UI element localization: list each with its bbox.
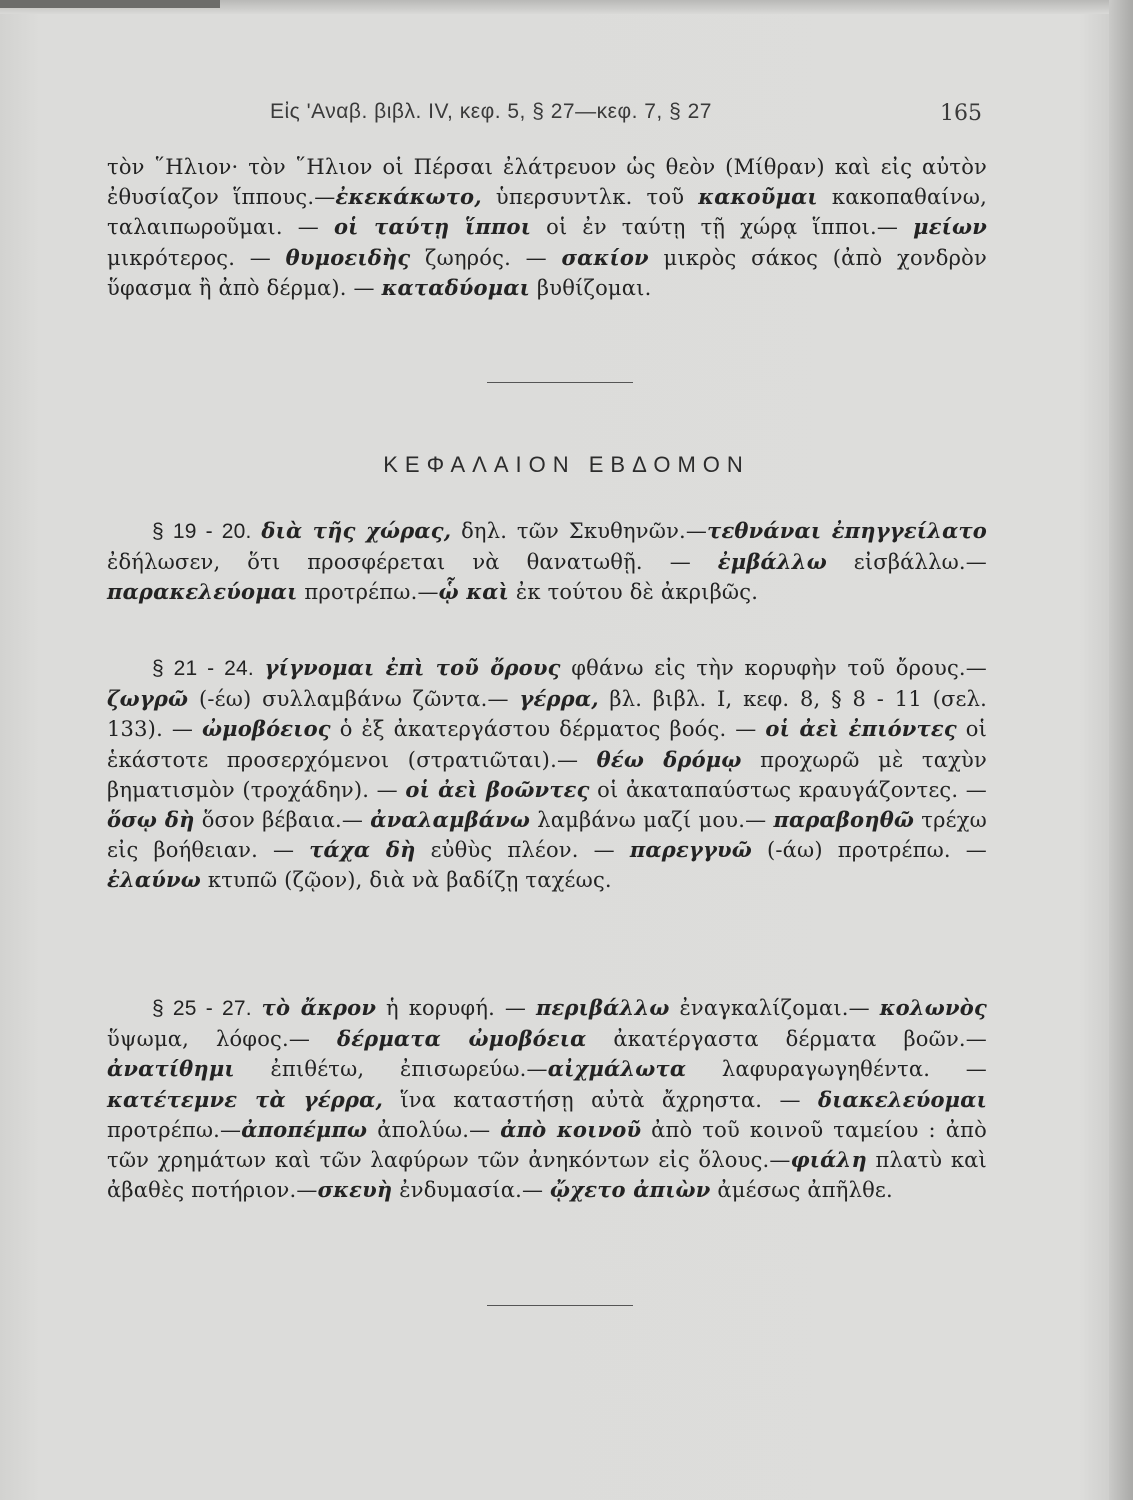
term: δέρματα ὠμοβόεια (336, 1026, 587, 1052)
text: προτρέπω.— (297, 580, 439, 605)
text: μικρότερος. — (107, 245, 286, 270)
term: ἀνατίθημι (107, 1056, 235, 1082)
text: προχωρῶ μὲ ταχὺν βηματισμὸν (τροχάδην). — (107, 747, 987, 802)
text: ἐναγκαλίζομαι.— (669, 996, 880, 1020)
term: ὅσῳ δὴ (107, 807, 195, 833)
text: ὕψωμα, λόφος.— (107, 1027, 337, 1052)
term: τεθνάναι ἐπηγγείλατο (707, 518, 987, 543)
divider-rule (487, 1305, 633, 1306)
page-number: 165 (940, 101, 982, 126)
text: οἱ ἑκάστοτε προσερχόμενοι (στρατιῶται).— (107, 717, 988, 772)
chapter-title: ΚΕΦΑΛΑΙΟΝ ΕΒΔΟΜΟΝ (383, 452, 750, 477)
text: κακοπαθαίνω, ταλαιπωροῦμαι. — (107, 185, 987, 240)
text: ἐκ τούτου δὲ ἀκριβῶς. (509, 580, 759, 605)
term: αἰχμάλωτα (547, 1056, 687, 1082)
term: θέω δρόμῳ (596, 746, 742, 772)
term: διακελεύομαι (817, 1086, 987, 1112)
term: οἱ ταύτῃ ἵπποι (333, 214, 532, 240)
text: ἐδήλωσεν, ὅτι προσφέρεται νὰ θανατωθῇ. — (107, 550, 718, 575)
term: παραβοηθῶ (773, 807, 915, 833)
text: οἱ ἐν ταύτῃ τῇ χώρᾳ ἵπποι.— (531, 215, 914, 240)
text: ὅσον βέβαια.— (194, 808, 371, 833)
term: οἱ ἀεὶ βοῶντες (405, 776, 590, 802)
text: ἐπιθέτω, ἐπισωρεύω.— (234, 1057, 548, 1082)
term: τὸ ἄκρον (261, 995, 377, 1020)
text: προτρέπω.— (107, 1117, 242, 1142)
text: βυθίζομαι. (530, 275, 652, 300)
term: ᾧ καὶ (438, 579, 510, 605)
text: ἀπὸ τοῦ κοινοῦ ταμείου : ἀπὸ τῶν χρημάτων καὶ τῶν λαφύρων τῶν ἀνηκόντων εἰς ὅλους.— (107, 1117, 988, 1173)
text: μικρὸς σάκος (ἀπὸ χονδρὸν ὕφασμα ἢ ἀπὸ δέρμα). — (107, 245, 987, 300)
term: περιβάλλω (535, 995, 670, 1020)
text: δηλ. τῶν Σκυθηνῶν.— (451, 519, 708, 543)
term: τάχα δὴ (309, 837, 416, 863)
term: ἀποπέμπω (241, 1116, 368, 1142)
text: εἰσβάλλω.— (826, 550, 987, 575)
text: οἱ ἀκαταπαύστως κραυγάζοντες. — (589, 777, 987, 802)
text: κτυπῶ (ζῷον), διὰ νὰ βαδίζῃ ταχέως. (201, 868, 612, 893)
text: ἡ κορυφή. — (376, 996, 536, 1020)
text: τὸν ῞Ηλιον· τὸν ῞Ηλιον οἱ Πέρσαι ἐλάτρευον ὡς θεὸν (Μίθραν) καὶ εἰς αὐτὸν ἐθυσίαζον ἵππους.— (107, 155, 987, 210)
text: εὐθὺς πλέον. — (415, 838, 630, 863)
divider-rule (487, 382, 633, 383)
text: ἐνδυμασία.— (392, 1178, 551, 1203)
term: καταδύομαι (381, 274, 531, 300)
intro-paragraph (107, 152, 987, 303)
term: κατέτεμνε τὰ γέρρα, (107, 1086, 384, 1112)
text: ὑπερσυντλκ. τοῦ (481, 185, 699, 210)
term: φιάλη (790, 1147, 867, 1173)
term: γέρρα, (519, 686, 599, 712)
term: ἐκεκάκωτο, (335, 184, 482, 210)
page-right-edge (1109, 0, 1133, 1500)
section-number: § 25 - 27. (152, 997, 252, 1020)
text: λαφυραγωγηθέντα. — (686, 1057, 987, 1082)
term: ζωγρῶ (107, 686, 189, 712)
text: βλ. βιβλ. Ι, κεφ. 8, § 8 - 11 (σελ. 133). — (107, 687, 987, 742)
term: ἀπὸ κοινοῦ (500, 1116, 642, 1142)
section-25-27 (107, 993, 987, 1205)
term: οἱ ἀεὶ ἐπιόντες (765, 716, 957, 742)
term: ᾤχετο ἀπιὼν (550, 1177, 711, 1203)
term: ἐλαύνω (107, 867, 201, 893)
text: λαμβάνω μαζί μου.— (530, 808, 774, 833)
term: θυμοειδὴς (285, 244, 411, 270)
section-number: § 21 - 24. (152, 657, 254, 680)
text: ἀπολύω.— (367, 1117, 501, 1142)
text: ἵνα καταστήσῃ αὐτὰ ἄχρηστα. — (383, 1087, 818, 1112)
text: ζωηρός. — (410, 245, 562, 270)
running-header: Εἰς 'Αναβ. βιβλ. IV, κεφ. 5, § 27—κεφ. 7, § 27 (270, 100, 712, 123)
term: μείων (913, 214, 987, 240)
section-21-24 (107, 653, 987, 896)
term: ὠμοβόειος (201, 716, 331, 742)
text: ἀκατέργαστα δέρματα βοῶν.— (586, 1027, 987, 1052)
text: (-έω) συλλαμβάνω ζῶντα.— (188, 687, 520, 712)
text: ὁ ἐξ ἀκατεργάστου δέρματος βοός. — (330, 717, 766, 742)
section-number: § 19 - 20. (152, 520, 252, 543)
page-top-edge (0, 0, 1133, 14)
term: ἐμβάλλω (717, 549, 827, 575)
term: ἀναλαμβάνω (370, 807, 531, 833)
text: ἀμέσως ἀπῆλθε. (710, 1178, 893, 1203)
text: πλατὺ καὶ ἀβαθὲς ποτήριον.— (107, 1148, 987, 1203)
term: σακίον (561, 244, 649, 270)
term: σκευὴ (317, 1177, 393, 1203)
text: φθάνω εἰς τὴν κορυφὴν τοῦ ὄρους.— (560, 656, 987, 680)
term: παρακελεύομαι (107, 579, 298, 605)
term: παρεγγυῶ (629, 837, 752, 863)
term: διὰ τῆς χώρας, (261, 518, 452, 543)
term: γίγνομαι ἐπὶ τοῦ ὄρους (264, 655, 561, 680)
text: (-άω) προτρέπω. — (752, 838, 987, 863)
section-19-20 (107, 516, 987, 608)
term: κολωνὸς (879, 995, 987, 1020)
text: τρέχω εἰς βοήθειαν. — (107, 808, 987, 863)
term: κακοῦμαι (698, 184, 818, 210)
